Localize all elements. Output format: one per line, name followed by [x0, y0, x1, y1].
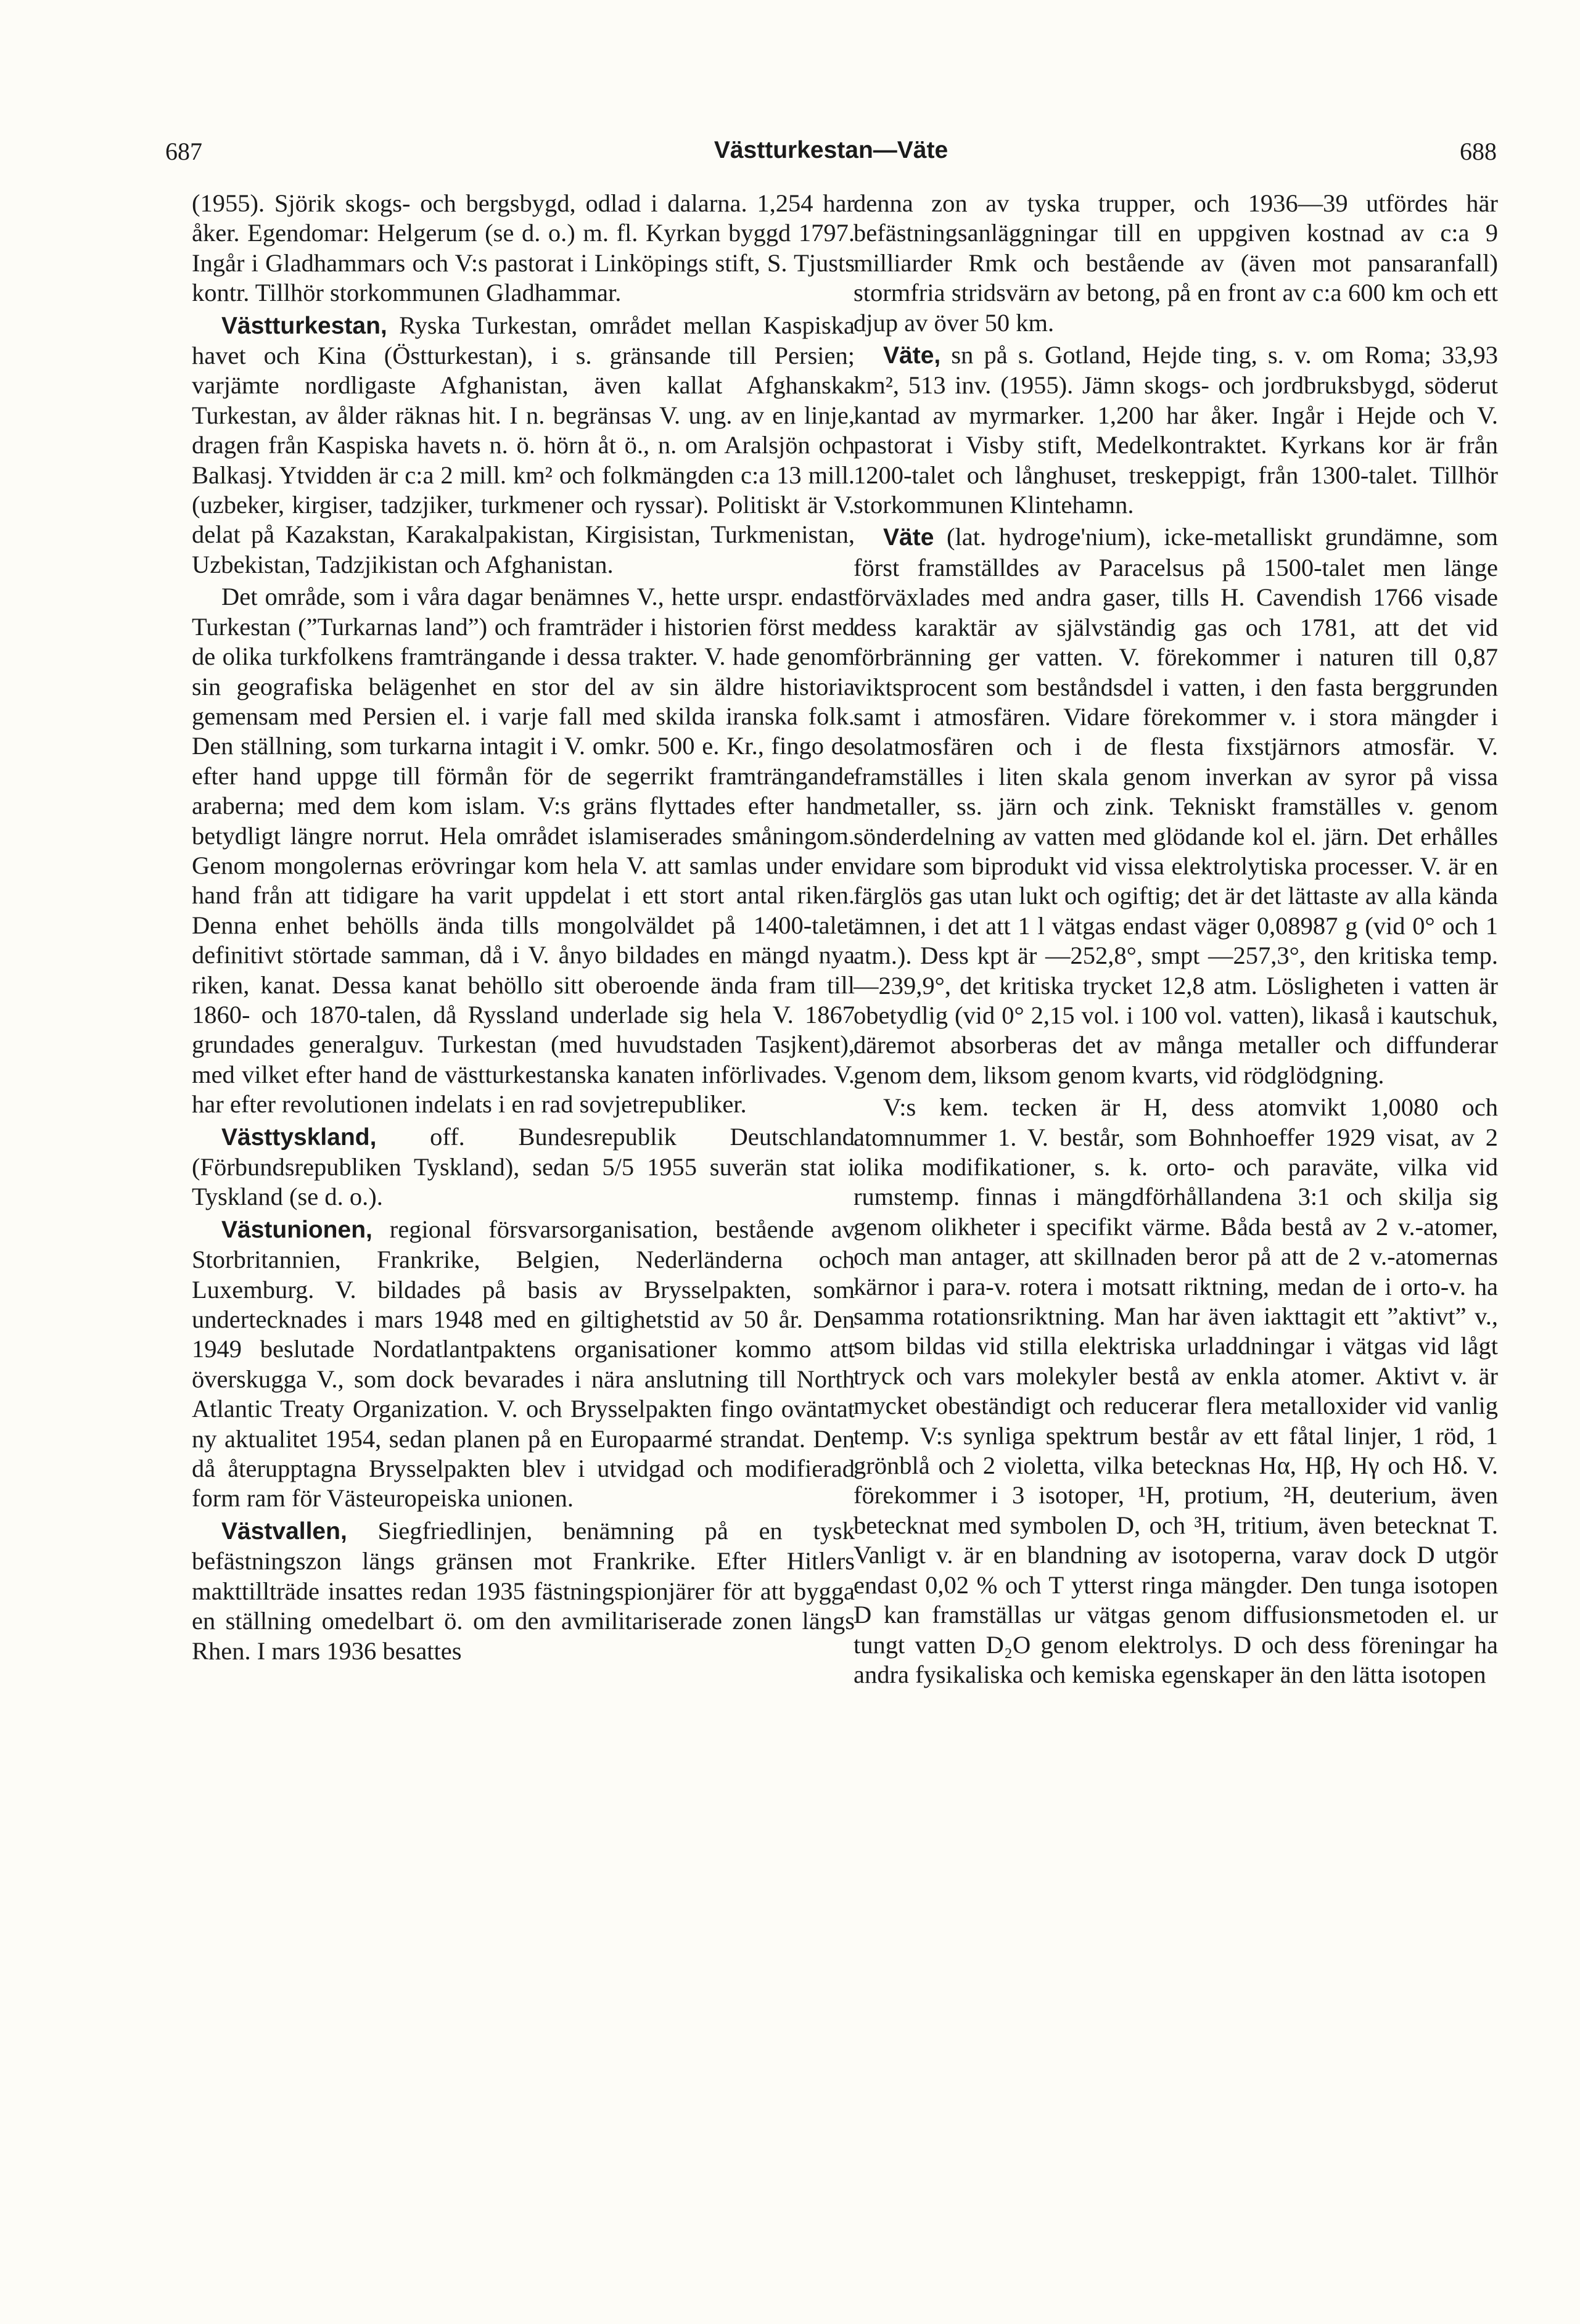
entry-vastvallen — [192, 1516, 855, 1666]
entry-headword: Västunionen, — [221, 1216, 372, 1243]
entry-vate-grundamne — [854, 522, 1498, 1090]
entry-paragraph — [854, 1093, 1498, 1690]
entry-text: regional försvarsorganisation, bestående av Storbritannien, Frankrike, Belgien, Nederländerna och Luxemburg. V. bildades på basis av Brysselpakten, som undertecknades i mars 1948 med en giltighetstid av 50 år. Den 1949 beslutade Nordatlantpaktens organisationer kommo att överskugga V., som dock bevarades i nära anslutning till North Atlantic Treaty Organization. V. och Brysselpakten fingo oväntat ny aktualitet 1954, sedan planen på en Europaarmé strandat. Den då återupptagna Brysselpakten blev i utvidgad och modifierad form ram för Västeuropeiska unionen. — [192, 1215, 855, 1513]
left-column — [192, 189, 855, 1666]
page-header — [165, 137, 1497, 174]
entry-headword: Väte — [883, 524, 934, 551]
entry-text: Ryska Turkestan, området mellan Kaspiska havet och Kina (Östturkestan), i s. gränsande till Persien; varjämte nordligaste Afghanistan, även kallat Afghanska Turkestan, av ålder räknas hit. I n. begränsas V. ung. av en linje, dragen från Kaspiska havets n. ö. hörn åt ö., n. om Aralsjön och Balkasj. Ytvidden är c:a 2 mill. km² och folkmängden c:a 13 mill. (uzbeker, kirgiser, tadzjiker, turkmener och ryssar). Politiskt är V. delat på Kazakstan, Karakalpakistan, Kirgisistan, Turkmenistan, Uzbekistan, Tadzjikistan och Afghanistan. — [192, 311, 855, 578]
entry-headword: Väte, — [883, 342, 941, 369]
entry-headword: Västturkestan, — [221, 312, 387, 339]
entry-continuation — [192, 189, 855, 308]
entry-vasttyskland — [192, 1122, 855, 1212]
entry-text: sn på s. Gotland, Hejde ting, s. v. om Roma; 33,93 km², 513 inv. (1955). Jämn skogs- och jordbruksbygd, söderut kantad av myrmarker. 1,200 har åker. Ingår i Hejde och V. pastorat i Visby stift, Medelkontraktet. Kyrkans kor är från 1200-talet och långhuset, treskeppigt, från 1300-talet. Tillhör storkommunen Klintehamn. — [854, 341, 1498, 519]
entry-text: (lat. hydroge'nium), icke-metalliskt grundämne, som först framställdes av Paracelsus på 1500-talet men länge förväxlades med andra gaser, tills H. Cavendish 1766 visade dess karaktär av självständig gas och 1781, att det vid förbränning ger vatten. V. förekommer i naturen till 0,87 viktsprocent som beståndsdel i vatten, i den fasta berggrunden samt i atmosfären. Vidare förekommer v. i stora mängder i solatmosfären och i de flesta fixstjärnors atmosfär. V. framställes i liten skala genom inverkan av syror på vissa metaller, ss. järn och zink. Tekniskt framställes v. genom sönderdelning av vatten med glödande kol el. järn. Det erhålles vidare som biprodukt vid vissa elektrolytiska processer. V. är en färglös gas utan lukt och ogiftig; det är det lättaste av alla kända ämnen, i det att 1 l vätgas endast väger 0,08987 g (vid 0° och 1 atm.). Dess kpt är —252,8°, smpt —257,3°, den kritiska temp. —239,9°, det kritiska trycket 12,8 atm. Lösligheten i vatten är obetydlig (vid 0° 2,15 vol. i 100 vol. vatten), likaså i kautschuk, däremot absorberas det av många metaller och diffunderar genom dem, liksom genom kvarts, vid rödglödgning. — [854, 523, 1498, 1089]
entry-text: Det område, som i våra dagar benämnes V., hette urspr. endast Turkestan (”Turkarnas land”) och framträder i historien först med de olika turkfolkens framträngande i dessa trakter. V. hade genom sin geografiska belägenhet en stor del av sin äldre historia gemensam med Persien el. i varje fall med skilda iranska folk. Den ställning, som turkarna intagit i V. omkr. 500 e. Kr., fingo de efter hand uppge till förmån för de segerrikt framträngande araberna; med dem kom islam. V:s gräns flyttades efter hand betydligt längre norrut. Hela området islamiserades småningom. Genom mongolernas erövringar kom hela V. att samlas under en hand från att tidigare ha varit uppdelat i ett stort antal riken. Denna enhet behölls ända tills mongolväldet på 1400-talet definitivt störtade samman, då i V. ånyo bildades en mängd nya riken, kanat. Dessa kanat behöllo sitt oberoende ända fram till 1860- och 1870-talen, då Ryssland underlade sig hela V. 1867 grundades generalguv. Turkestan (med huvudstaden Tasjkent), med vilket efter hand de västturkestanska kanaten införlivades. V. har efter revolutionen indelats i en rad sovjetrepubliker. — [192, 583, 855, 1119]
entry-text: denna zon av tyska trupper, och 1936—39 utfördes här befästningsanläggningar till en uppgiven kostnad av c:a 9 milliarder Rmk och bestående av (även mot pansaranfall) stormfria stridsvärn av betong, på en front av c:a 600 km och ett djup av över 50 km. — [854, 189, 1498, 337]
entry-vastturkestan — [192, 311, 855, 580]
page-number-right: 688 — [1460, 138, 1497, 165]
entry-text: (1955). Sjörik skogs- och bergsbygd, odlad i dalarna. 1,254 har åker. Egendomar: Helgerum (se d. o.) m. fl. Kyrkan byggd 1797. Ingår i Gladhammars och V:s pastorat i Linköpings stift, S. Tjusts kontr. Tillhör storkommunen Gladhammar. — [192, 189, 855, 307]
entry-headword: Västtyskland, — [221, 1123, 377, 1151]
page-number-left: 687 — [165, 138, 202, 165]
right-column — [854, 189, 1498, 1690]
entry-text: off. Bundesrepublik Deutschland (Förbundsrepubliken Tyskland), sedan 5/5 1955 suverän stat i Tyskland (se d. o.). — [192, 1122, 855, 1211]
entry-text: Siegfriedlinjen, benämning på en tysk befästningszon längs gränsen mot Frankrike. Efter Hitlers makttillträde insattes redan 1935 fästningspionjärer för att bygga en ställning omedelbart ö. om den avmilitariserade zonen längs Rhen. I mars 1936 besattes — [192, 1516, 855, 1665]
entry-vastunionen — [192, 1215, 855, 1514]
entry-paragraph — [192, 582, 855, 1119]
entry-text: V:s kem. tecken är H, dess atomvikt 1,0080 och atomnummer 1. V. består, som Bohnhoeffer 1929 visat, av 2 olika modifikationer, s. k. orto- och paraväte, vilka vid rumstemp. finnas i mängdförhållandena 3:1 och skilja sig genom olikheter i specifikt värme. Båda bestå av 2 v.-atomer, och man antager, att skillnaden beror på att de 2 v.-atomernas kärnor i para-v. rotera i motsatt riktning, medan de i orto-v. ha samma rotationsriktning. Man har även iakttagit ett ”aktivt” v., som bildas vid stilla elektriska urladdningar i vätgas vid lågt tryck och vars molekyler bestå av enkla atomer. Aktivt v. är mycket obeständigt och reducerar flera metalloxider vid vanlig temp. V:s synliga spektrum består av ett fåtal linjer, 1 röd, 1 grönblå och 2 violetta, vilka betecknas Hα, Hβ, Hγ och Hδ. V. förekommer i 3 isotoper, ¹H, protium, ²H, deuterium, även betecknat med symbolen D, och ³H, tritium, även betecknat T. Vanligt v. är en blandning av isotoperna, varav dock D utgör endast 0,02 % och T ytterst ringa mängder. Den tunga isotopen D kan framställas ur vätgas genom diffusionsmetoden el. ur tungt vatten D₂O genom elektrolys. D och dess föreningar ha andra fysikaliska och kemiska egenskaper än den lätta isotopen — [854, 1093, 1498, 1688]
entry-headword: Västvallen, — [221, 1517, 347, 1545]
entry-continuation — [854, 189, 1498, 338]
running-title: Västturkestan—Väte — [714, 137, 948, 163]
entry-vate-socken — [854, 340, 1498, 520]
